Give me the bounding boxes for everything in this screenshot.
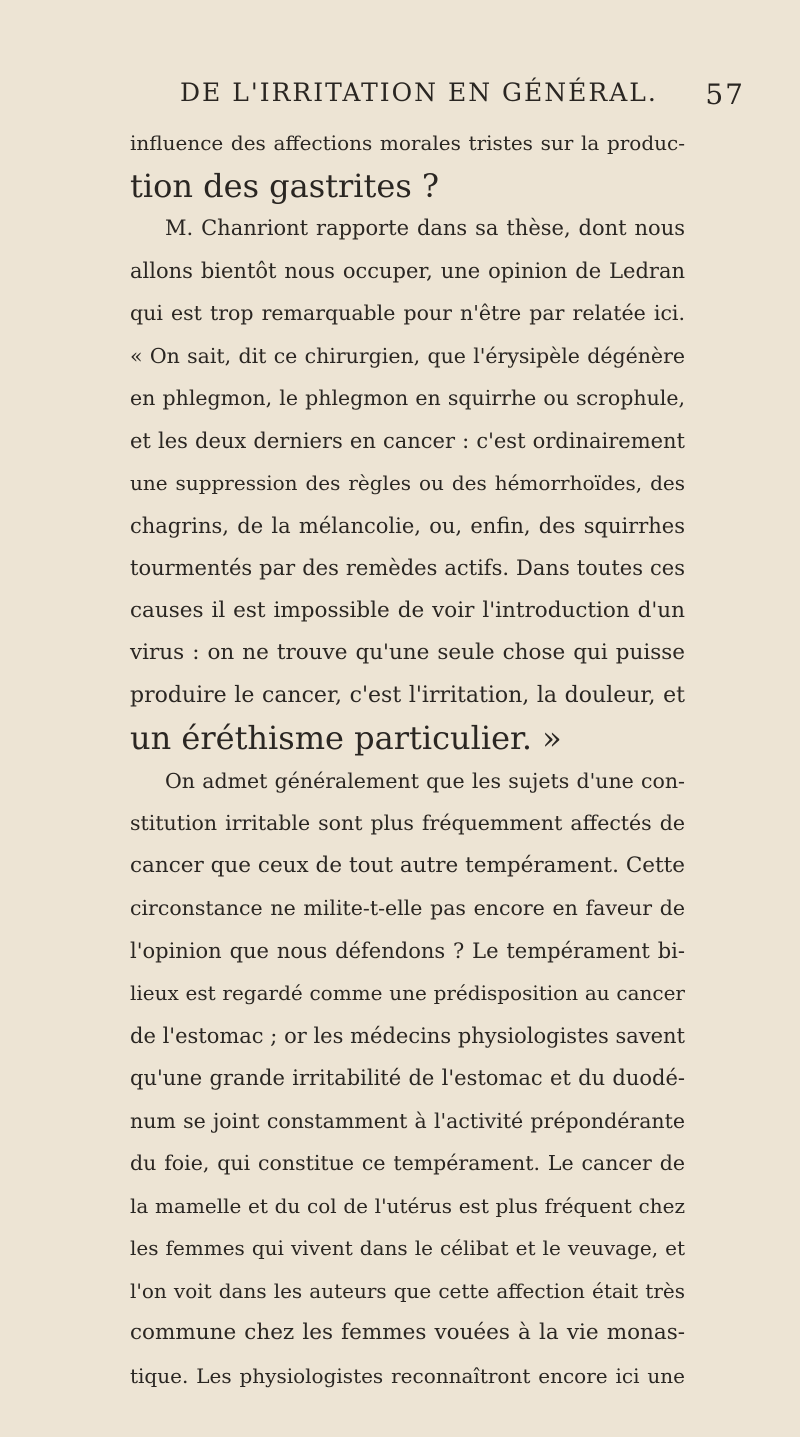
- text-line: circonstance ne milite-t-elle pas encore en faveur de: [130, 896, 685, 920]
- text-line: les femmes qui vivent dans le célibat et le veuvage, et: [130, 1236, 685, 1260]
- text-line: M. Chanriont rapporte dans sa thèse, dont nous: [165, 216, 685, 240]
- text-line: influence des affections morales tristes sur la produc-: [130, 131, 685, 155]
- text-line: chagrins, de la mélancolie, ou, enfin, des squirrhes: [130, 513, 685, 538]
- text-line: num se joint constamment à l'activité prépondérante: [130, 1108, 685, 1133]
- running-title: DE L'IRRITATION EN GÉNÉRAL.: [180, 78, 658, 107]
- text-line: la mamelle et du col de l'utérus est plus fréquent chez: [130, 1193, 685, 1218]
- text-line: l'opinion que nous défendons ? Le tempérament bi-: [130, 938, 685, 963]
- text-line: tion des gastrites ?: [130, 166, 440, 205]
- text-line: du foie, qui constitue ce tempérament. Le cancer de: [130, 1151, 685, 1175]
- text-line: tique. Les physiologistes reconnaîtront encore ici une: [130, 1363, 685, 1388]
- text-line: une suppression des règles ou des hémorrhoïdes, des: [130, 471, 685, 495]
- text-line: produire le cancer, c'est l'irritation, la douleur, et: [130, 682, 685, 708]
- text-line: virus : on ne trouve qu'une seule chose qui puisse: [130, 640, 685, 665]
- text-line: l'on voit dans les auteurs que cette affection était très: [130, 1278, 685, 1303]
- text-line: qu'une grande irritabilité de l'estomac et du duodé-: [130, 1066, 685, 1090]
- text-line: un éréthisme particulier. »: [130, 719, 562, 757]
- text-line: allons bientôt nous occuper, une opinion de Ledran: [130, 258, 685, 283]
- text-line: causes il est impossible de voir l'introduction d'un: [130, 597, 685, 623]
- text-line: en phlegmon, le phlegmon en squirrhe ou scrophule,: [130, 386, 685, 410]
- text-line: cancer que ceux de tout autre tempérament. Cette: [130, 852, 685, 878]
- text-line: lieux est regardé comme une prédisposition au cancer: [130, 981, 685, 1005]
- page-header: [150, 78, 750, 118]
- text-line: « On sait, dit ce chirurgien, que l'érysipèle dégénère: [130, 343, 685, 368]
- text-line: On admet généralement que les sujets d'une con-: [165, 768, 685, 793]
- text-line: tourmentés par des remèdes actifs. Dans toutes ces: [130, 556, 685, 580]
- text-line: de l'estomac ; or les médecins physiologistes savent: [130, 1023, 685, 1048]
- text-line: qui est trop remarquable pour n'être par relatée ici.: [130, 301, 685, 325]
- page-number: 57: [705, 78, 745, 111]
- text-line: et les deux derniers en cancer : c'est ordinairement: [130, 428, 685, 453]
- text-line: stitution irritable sont plus fréquemment affectés de: [130, 811, 685, 835]
- text-line: commune chez les femmes vouées à la vie monas-: [130, 1320, 685, 1345]
